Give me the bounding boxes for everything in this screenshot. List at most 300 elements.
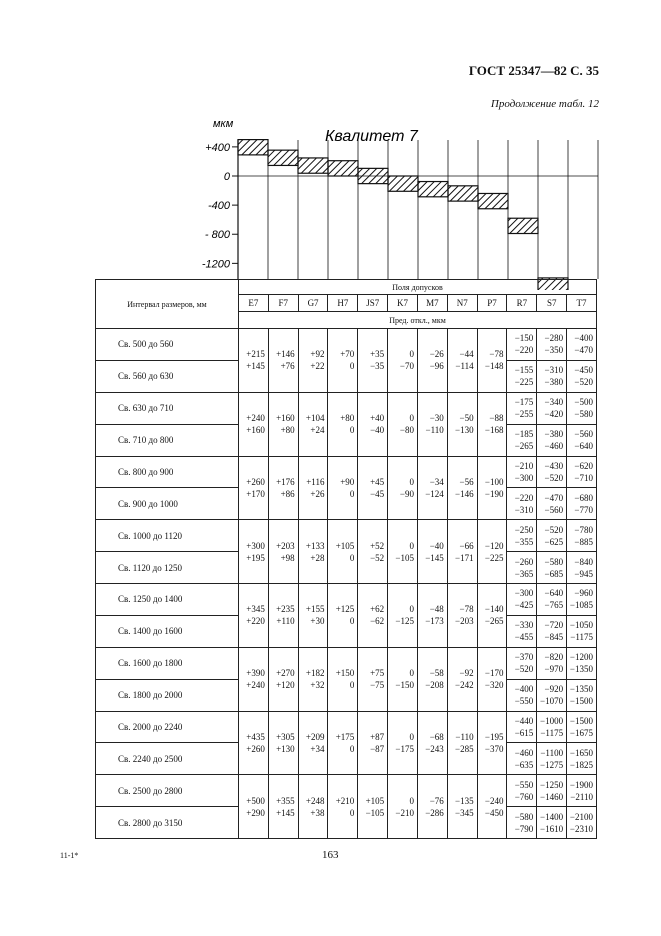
deviation-value: −40 bbox=[370, 425, 385, 436]
deviation-value: −124 bbox=[425, 488, 444, 499]
table-row bbox=[96, 647, 597, 679]
deviation-value: −580 bbox=[514, 811, 534, 822]
deviation-cell-s7 bbox=[537, 424, 567, 456]
deviation-value: −56 bbox=[459, 476, 474, 487]
deviation-cell-p7 bbox=[477, 711, 507, 775]
deviation-value: −195 bbox=[484, 731, 504, 742]
deviation-value: 0 bbox=[349, 361, 355, 372]
deviation-value: −87 bbox=[370, 743, 385, 754]
deviation-cell-g7 bbox=[298, 711, 328, 775]
deviation-cell-m7 bbox=[417, 329, 447, 393]
column-header-s7: S7 bbox=[537, 295, 567, 312]
table-row bbox=[96, 456, 597, 488]
deviation-cell-p7 bbox=[477, 392, 507, 456]
deviation-cell-p7 bbox=[477, 647, 507, 711]
deviation-value: 0 bbox=[409, 413, 414, 424]
deviation-value: −820 bbox=[544, 652, 564, 663]
deviation-value: 0 bbox=[349, 616, 355, 627]
deviation-value: +145 bbox=[276, 807, 295, 818]
deviation-value: −945 bbox=[574, 568, 593, 579]
y-tick-label: - 800 bbox=[204, 229, 230, 242]
deviation-cell-e7 bbox=[239, 520, 269, 584]
deviation-value: −1175 bbox=[540, 727, 564, 738]
deviation-value: −243 bbox=[425, 743, 444, 754]
deviation-value: −885 bbox=[574, 536, 593, 547]
deviation-cell-r7 bbox=[507, 488, 537, 520]
deviation-value: 0 bbox=[409, 668, 414, 679]
deviation-cell-m7 bbox=[417, 647, 447, 711]
deviation-value: −1175 bbox=[570, 632, 593, 643]
column-header-m7: M7 bbox=[417, 295, 447, 312]
tolerance-bar-p7 bbox=[478, 193, 508, 208]
deviation-cell-s7 bbox=[537, 392, 567, 424]
deviation-cell-r7 bbox=[507, 647, 537, 679]
deviation-value: −62 bbox=[370, 616, 385, 627]
deviation-value: −35 bbox=[370, 361, 385, 372]
deviation-value: +52 bbox=[370, 540, 385, 551]
deviation-value: 0 bbox=[409, 540, 414, 551]
deviation-cell-t7 bbox=[567, 424, 597, 456]
deviation-value: −1350 bbox=[569, 684, 593, 695]
column-header-p7: P7 bbox=[477, 295, 507, 312]
deviation-cell-s7 bbox=[537, 329, 567, 361]
deviation-value: −520 bbox=[514, 664, 534, 675]
deviation-value: −286 bbox=[425, 807, 444, 818]
deviation-value: −210 bbox=[395, 807, 414, 818]
deviation-value: −114 bbox=[455, 361, 474, 372]
deviation-cell-s7 bbox=[537, 807, 567, 839]
deviation-value: +92 bbox=[310, 349, 325, 360]
column-header-g7: G7 bbox=[298, 295, 328, 312]
deviation-value: −130 bbox=[455, 425, 474, 436]
deviation-value: −170 bbox=[484, 668, 504, 679]
size-interval: Св. 1800 до 2000 bbox=[96, 679, 239, 711]
deviation-value: −780 bbox=[574, 524, 593, 535]
deviation-cell-r7 bbox=[507, 329, 537, 361]
deviation-value: −560 bbox=[544, 504, 564, 515]
deviation-value: −310 bbox=[544, 365, 564, 376]
deviation-cell-s7 bbox=[537, 552, 567, 584]
deviation-value: −155 bbox=[514, 365, 534, 376]
deviation-value: −425 bbox=[514, 600, 534, 611]
deviation-cell-js7 bbox=[358, 329, 388, 393]
deviation-value: +270 bbox=[276, 668, 295, 679]
deviation-value: −1610 bbox=[540, 823, 564, 834]
size-interval: Св. 630 до 710 bbox=[96, 392, 239, 424]
table-row bbox=[96, 711, 597, 743]
deviation-cell-e7 bbox=[239, 392, 269, 456]
deviation-value: −920 bbox=[544, 684, 564, 695]
deviation-value: +260 bbox=[246, 743, 265, 754]
deviation-value: +86 bbox=[280, 488, 295, 499]
deviation-value: −430 bbox=[544, 460, 564, 471]
deviation-cell-r7 bbox=[507, 584, 537, 616]
deviation-value: −460 bbox=[544, 441, 564, 452]
tolerance-bar-g7 bbox=[298, 158, 328, 173]
deviation-cell-js7 bbox=[358, 775, 388, 839]
deviation-cell-g7 bbox=[298, 584, 328, 648]
deviation-value: −210 bbox=[514, 460, 534, 471]
deviation-value: +70 bbox=[340, 349, 355, 360]
deviation-value: −175 bbox=[395, 743, 414, 754]
tolerance-bar-m7 bbox=[418, 182, 448, 197]
deviation-value: −1000 bbox=[540, 715, 564, 726]
deviation-value: +150 bbox=[335, 668, 355, 679]
deviation-value: −45 bbox=[370, 488, 385, 499]
deviation-value: +500 bbox=[246, 795, 265, 806]
deviation-value: +209 bbox=[305, 731, 325, 742]
deviation-cell-r7 bbox=[507, 711, 537, 743]
deviation-value: +182 bbox=[305, 668, 325, 679]
deviation-cell-m7 bbox=[417, 584, 447, 648]
deviation-cell-k7 bbox=[388, 392, 418, 456]
deviation-cell-g7 bbox=[298, 520, 328, 584]
deviation-value: 0 bbox=[409, 731, 414, 742]
deviation-cell-n7 bbox=[447, 647, 477, 711]
deviation-cell-m7 bbox=[417, 456, 447, 520]
deviation-value: −355 bbox=[514, 536, 534, 547]
field-header: Поля допусков bbox=[239, 280, 597, 295]
deviation-value: −26 bbox=[429, 349, 444, 360]
size-interval: Св. 1120 до 1250 bbox=[96, 552, 239, 584]
deviation-value: −790 bbox=[514, 823, 534, 834]
deviation-value: −148 bbox=[484, 361, 504, 372]
y-tick-label: -400 bbox=[207, 200, 230, 213]
deviation-cell-s7 bbox=[537, 456, 567, 488]
deviation-value: −300 bbox=[514, 472, 534, 483]
deviation-cell-h7 bbox=[328, 775, 358, 839]
y-tick-label: +400 bbox=[205, 141, 230, 154]
deviation-cell-g7 bbox=[298, 392, 328, 456]
units-header: Пред. откл., мкм bbox=[239, 312, 597, 329]
deviation-cell-t7 bbox=[567, 392, 597, 424]
deviation-cell-t7 bbox=[567, 456, 597, 488]
size-interval: Св. 1400 до 1600 bbox=[96, 615, 239, 647]
deviation-cell-t7 bbox=[567, 584, 597, 616]
deviation-cell-k7 bbox=[388, 329, 418, 393]
deviation-cell-e7 bbox=[239, 647, 269, 711]
deviation-value: +155 bbox=[305, 604, 325, 615]
deviation-value: +76 bbox=[280, 361, 295, 372]
tolerance-bar-k7 bbox=[388, 176, 418, 191]
deviation-value: +235 bbox=[276, 604, 295, 615]
deviation-value: +215 bbox=[246, 349, 265, 360]
deviation-value: +240 bbox=[246, 680, 265, 691]
deviation-cell-k7 bbox=[388, 775, 418, 839]
deviation-value: +105 bbox=[365, 795, 385, 806]
deviation-value: −52 bbox=[370, 552, 385, 563]
deviation-value: −845 bbox=[544, 632, 564, 643]
deviation-cell-p7 bbox=[477, 584, 507, 648]
footer-mark: 11-1* bbox=[60, 851, 79, 860]
deviation-value: −1350 bbox=[569, 664, 593, 675]
deviation-value: −90 bbox=[399, 488, 414, 499]
deviation-value: +110 bbox=[276, 616, 295, 627]
deviation-cell-r7 bbox=[507, 424, 537, 456]
deviation-value: −455 bbox=[514, 632, 534, 643]
deviation-value: −135 bbox=[455, 795, 474, 806]
deviation-cell-r7 bbox=[507, 615, 537, 647]
deviation-value: −615 bbox=[514, 727, 534, 738]
tolerance-bar-f7 bbox=[268, 150, 298, 165]
deviation-value: −765 bbox=[544, 600, 564, 611]
deviation-cell-s7 bbox=[537, 775, 567, 807]
deviation-value: −48 bbox=[429, 604, 444, 615]
deviation-value: −620 bbox=[574, 460, 593, 471]
deviation-value: −380 bbox=[544, 429, 564, 440]
deviation-value: −58 bbox=[429, 668, 444, 679]
deviation-cell-n7 bbox=[447, 456, 477, 520]
deviation-value: −520 bbox=[544, 524, 564, 535]
column-header-r7: R7 bbox=[507, 295, 537, 312]
deviation-value: −168 bbox=[484, 425, 504, 436]
deviation-cell-s7 bbox=[537, 584, 567, 616]
deviation-value: +130 bbox=[276, 743, 295, 754]
size-interval: Св. 2500 до 2800 bbox=[96, 775, 239, 807]
deviation-cell-h7 bbox=[328, 584, 358, 648]
deviation-cell-f7 bbox=[268, 584, 298, 648]
deviation-value: −365 bbox=[514, 568, 534, 579]
deviation-value: −250 bbox=[514, 524, 534, 535]
deviation-value: +300 bbox=[246, 540, 265, 551]
deviation-value: +87 bbox=[370, 731, 385, 742]
deviation-value: +34 bbox=[310, 743, 325, 754]
deviation-value: −2100 bbox=[569, 811, 593, 822]
deviation-value: +32 bbox=[310, 680, 325, 691]
table-row bbox=[96, 584, 597, 616]
deviation-value: −770 bbox=[574, 504, 593, 515]
deviation-value: −66 bbox=[459, 540, 474, 551]
deviation-cell-r7 bbox=[507, 743, 537, 775]
column-header-f7: F7 bbox=[268, 295, 298, 312]
deviation-value: −1500 bbox=[569, 715, 593, 726]
deviation-value: +170 bbox=[246, 488, 265, 499]
deviation-cell-p7 bbox=[477, 329, 507, 393]
deviation-cell-r7 bbox=[507, 360, 537, 392]
deviation-cell-f7 bbox=[268, 329, 298, 393]
deviation-cell-s7 bbox=[537, 711, 567, 743]
deviation-value: −1250 bbox=[540, 779, 564, 790]
table-continuation: Продолжение табл. 12 bbox=[490, 98, 599, 110]
deviation-cell-p7 bbox=[477, 775, 507, 839]
diagram-title: Квалитет 7 bbox=[325, 128, 418, 145]
column-header-js7: JS7 bbox=[358, 295, 388, 312]
deviation-value: +38 bbox=[310, 807, 325, 818]
deviation-value: 0 bbox=[349, 680, 355, 691]
deviation-value: −520 bbox=[574, 377, 593, 388]
deviation-value: −760 bbox=[514, 791, 534, 802]
deviation-cell-m7 bbox=[417, 520, 447, 584]
deviation-value: −88 bbox=[489, 413, 504, 424]
deviation-cell-js7 bbox=[358, 520, 388, 584]
column-header-n7: N7 bbox=[447, 295, 477, 312]
size-interval: Св. 900 до 1000 bbox=[96, 488, 239, 520]
deviation-value: −34 bbox=[429, 476, 444, 487]
deviation-value: −40 bbox=[429, 540, 444, 551]
deviation-cell-r7 bbox=[507, 807, 537, 839]
deviation-cell-k7 bbox=[388, 456, 418, 520]
deviation-value: −470 bbox=[574, 345, 593, 356]
deviation-cell-t7 bbox=[567, 329, 597, 361]
deviation-value: +30 bbox=[310, 616, 325, 627]
deviation-value: −340 bbox=[544, 397, 564, 408]
deviation-cell-js7 bbox=[358, 584, 388, 648]
deviation-cell-m7 bbox=[417, 392, 447, 456]
deviation-value: −420 bbox=[544, 409, 564, 420]
table-row bbox=[96, 329, 597, 361]
table-row bbox=[96, 392, 597, 424]
deviation-cell-s7 bbox=[537, 360, 567, 392]
deviation-cell-n7 bbox=[447, 584, 477, 648]
deviation-cell-h7 bbox=[328, 647, 358, 711]
size-interval: Св. 500 до 560 bbox=[96, 329, 239, 361]
deviations-table-wrapper bbox=[95, 279, 597, 839]
deviation-cell-js7 bbox=[358, 647, 388, 711]
deviation-cell-e7 bbox=[239, 329, 269, 393]
deviation-value: −640 bbox=[574, 441, 593, 452]
deviation-value: 0 bbox=[409, 604, 414, 615]
deviation-value: −110 bbox=[425, 425, 444, 436]
deviation-value: 0 bbox=[349, 743, 355, 754]
deviation-value: −145 bbox=[425, 552, 444, 563]
deviation-value: +26 bbox=[310, 488, 325, 499]
deviation-value: −960 bbox=[574, 588, 593, 599]
deviation-value: −520 bbox=[544, 472, 564, 483]
deviation-cell-f7 bbox=[268, 392, 298, 456]
deviation-value: −580 bbox=[574, 409, 593, 420]
deviation-value: −320 bbox=[484, 680, 504, 691]
deviation-value: −370 bbox=[484, 743, 504, 754]
deviation-value: −265 bbox=[514, 441, 534, 452]
deviation-value: −1650 bbox=[569, 747, 593, 758]
deviation-value: −100 bbox=[484, 476, 504, 487]
deviation-cell-js7 bbox=[358, 392, 388, 456]
tolerance-bar-h7 bbox=[328, 161, 358, 176]
deviations-table bbox=[95, 279, 597, 839]
tolerance-bar-r7 bbox=[508, 218, 538, 233]
deviation-value: −96 bbox=[429, 361, 444, 372]
deviation-value: −78 bbox=[489, 349, 504, 360]
deviation-value: +40 bbox=[370, 413, 385, 424]
tolerance-diagram bbox=[0, 0, 661, 290]
deviation-value: −1460 bbox=[540, 791, 564, 802]
deviation-value: −1070 bbox=[540, 696, 564, 707]
deviation-value: +248 bbox=[305, 795, 325, 806]
deviation-cell-h7 bbox=[328, 456, 358, 520]
deviation-value: −345 bbox=[455, 807, 474, 818]
deviation-value: −1100 bbox=[540, 747, 564, 758]
deviation-cell-g7 bbox=[298, 329, 328, 393]
deviation-cell-f7 bbox=[268, 711, 298, 775]
deviation-value: +160 bbox=[246, 425, 265, 436]
tolerance-bar-e7 bbox=[238, 140, 268, 155]
deviation-cell-t7 bbox=[567, 775, 597, 807]
deviation-value: −1200 bbox=[569, 652, 593, 663]
deviation-cell-t7 bbox=[567, 807, 597, 839]
deviation-value: −350 bbox=[544, 345, 564, 356]
deviation-cell-r7 bbox=[507, 456, 537, 488]
deviation-value: −110 bbox=[455, 731, 474, 742]
deviation-value: −710 bbox=[574, 472, 593, 483]
deviation-value: −220 bbox=[514, 492, 534, 503]
y-tick-label: -1200 bbox=[201, 258, 230, 271]
deviation-value: −203 bbox=[455, 616, 474, 627]
deviation-value: −970 bbox=[544, 664, 564, 675]
deviation-cell-r7 bbox=[507, 679, 537, 711]
y-tick-label: 0 bbox=[223, 171, 230, 183]
deviation-value: −1900 bbox=[569, 779, 593, 790]
deviation-value: −260 bbox=[514, 556, 534, 567]
deviation-value: −105 bbox=[395, 552, 414, 563]
deviation-cell-e7 bbox=[239, 456, 269, 520]
deviation-value: 0 bbox=[349, 488, 355, 499]
deviation-cell-h7 bbox=[328, 329, 358, 393]
deviation-value: −80 bbox=[399, 425, 414, 436]
deviation-value: −225 bbox=[514, 377, 534, 388]
deviation-value: −265 bbox=[484, 616, 504, 627]
deviation-value: −370 bbox=[514, 652, 534, 663]
deviation-cell-s7 bbox=[537, 488, 567, 520]
deviation-cell-e7 bbox=[239, 711, 269, 775]
deviation-value: −680 bbox=[574, 492, 593, 503]
deviation-value: +355 bbox=[276, 795, 295, 806]
deviation-value: 0 bbox=[349, 807, 355, 818]
deviation-value: −255 bbox=[514, 409, 534, 420]
deviation-value: 0 bbox=[349, 425, 355, 436]
deviation-value: −76 bbox=[429, 795, 444, 806]
deviation-value: −1050 bbox=[569, 620, 593, 631]
deviation-cell-r7 bbox=[507, 392, 537, 424]
deviation-value: −78 bbox=[459, 604, 474, 615]
deviation-cell-f7 bbox=[268, 647, 298, 711]
deviation-value: −92 bbox=[459, 668, 474, 679]
deviation-value: −75 bbox=[370, 680, 385, 691]
deviation-value: 0 bbox=[409, 349, 414, 360]
y-axis-unit: мкм bbox=[213, 118, 234, 130]
deviation-cell-n7 bbox=[447, 392, 477, 456]
deviation-value: +195 bbox=[246, 552, 265, 563]
page-number: 163 bbox=[322, 849, 339, 861]
deviation-value: +90 bbox=[340, 476, 355, 487]
deviation-value: −450 bbox=[484, 807, 504, 818]
size-interval: Св. 2000 до 2240 bbox=[96, 711, 239, 743]
deviation-value: −1275 bbox=[540, 759, 564, 770]
deviation-value: −300 bbox=[514, 588, 534, 599]
deviation-value: +345 bbox=[246, 604, 265, 615]
deviation-value: 0 bbox=[349, 552, 355, 563]
deviation-value: +75 bbox=[370, 668, 385, 679]
deviation-cell-t7 bbox=[567, 743, 597, 775]
deviation-value: −30 bbox=[429, 413, 444, 424]
deviation-value: −185 bbox=[514, 429, 534, 440]
size-interval: Св. 2240 до 2500 bbox=[96, 743, 239, 775]
deviation-cell-t7 bbox=[567, 679, 597, 711]
deviation-value: −625 bbox=[544, 536, 564, 547]
deviation-value: +62 bbox=[370, 604, 385, 615]
deviation-value: −470 bbox=[544, 492, 564, 503]
deviation-value: −330 bbox=[514, 620, 534, 631]
deviation-value: +160 bbox=[276, 413, 295, 424]
deviation-value: −550 bbox=[514, 696, 534, 707]
deviation-cell-r7 bbox=[507, 552, 537, 584]
deviation-value: −242 bbox=[455, 680, 474, 691]
deviation-value: +390 bbox=[246, 668, 265, 679]
deviation-value: −150 bbox=[395, 680, 414, 691]
deviation-value: −400 bbox=[574, 333, 593, 344]
deviation-value: +105 bbox=[335, 540, 355, 551]
deviation-value: −635 bbox=[514, 759, 534, 770]
standard-header: ГОСТ 25347—82 С. 35 bbox=[468, 63, 599, 78]
